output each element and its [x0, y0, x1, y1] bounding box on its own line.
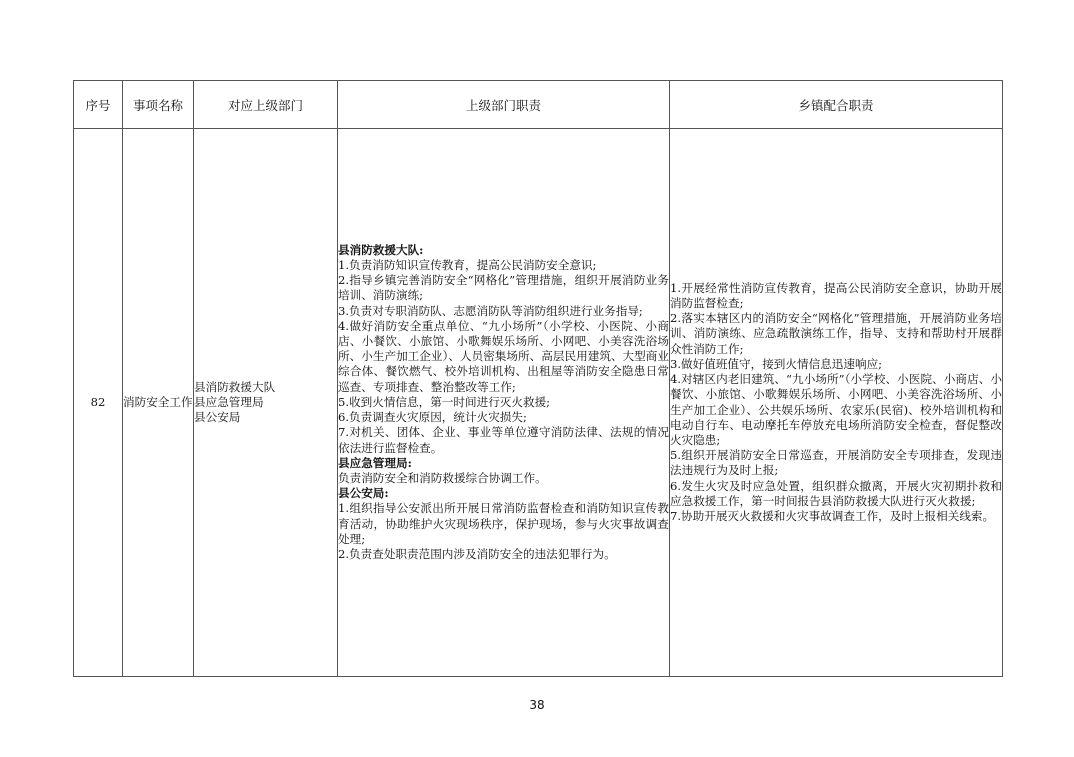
section-title: 县应急管理局:	[338, 455, 412, 470]
duty-item: 3.负责对专职消防队、志愿消防队等消防组织进行业务指导;	[338, 303, 643, 318]
dept-name: 县应急管理局	[194, 394, 264, 409]
dept-name: 县消防救援大队	[194, 379, 276, 394]
upper-duty-cell	[338, 129, 670, 677]
duty-item: 5.收到火情信息，第一时间进行灭火救援;	[338, 394, 551, 409]
header-dept: 对应上级部门	[194, 81, 338, 129]
duty-table	[73, 80, 1003, 677]
duty-item: 2.指导乡镇完善消防安全“网格化”管理措施，组织开展消防业务培训、消防演练;	[338, 273, 669, 303]
row-number: 82	[74, 129, 123, 677]
town-duty-item: 3.做好值班值守，接到火情信息迅速响应;	[670, 356, 883, 371]
duty-item: 负责消防安全和消防救援综合协调工作。	[338, 470, 547, 485]
duty-item: 2.负责查处职责范围内涉及消防安全的违法犯罪行为。	[338, 546, 616, 561]
duty-item: 6.负责调查火灾原因，统计火灾损失;	[338, 410, 527, 425]
duty-item: 7.对机关、团体、企业、事业等单位遵守消防法律、法规的情况依法进行监督检查。	[338, 425, 669, 455]
header-upper-duty: 上级部门职责	[338, 81, 670, 129]
duty-item: 4.做好消防安全重点单位、“九小场所”（小学校、小医院、小商店、小餐饮、小旅馆、小歌舞娱乐场所、小网吧、小美容洗浴场所、小生产加工企业）、人员密集场所、高层民用建筑、大型商业综合体、餐饮燃气、校外培训机构、出租屋等消防安全隐患日常巡查、专项排查、整治整改等工作;	[338, 318, 669, 394]
town-duty-item: 5.组织开展消防安全日常巡查，开展消防安全专项排查，发现违法违规行为及时上报;	[670, 448, 1002, 478]
dept-cell	[194, 129, 338, 677]
header-town-duty: 乡镇配合职责	[670, 81, 1003, 129]
town-duty-item: 1.开展经常性消防宣传教育，提高公民消防安全意识，协助开展消防监督检查;	[670, 280, 1002, 311]
header-row	[74, 81, 1003, 129]
duty-item: 1.组织指导公安派出所开展日常消防监督检查和消防知识宣传教育活动，协助维护火灾现场秩序，保护现场，参与火灾事故调查处理;	[338, 501, 669, 546]
page-number: 38	[529, 698, 545, 712]
item-name: 消防安全工作	[123, 129, 194, 677]
dept-name: 县公安局	[194, 410, 241, 425]
town-duty-item: 6.发生火灾及时应急处置，组织群众撤离，开展火灾初期扑救和应急救援工作，第一时间报告县消防救援大队进行灭火救援;	[670, 478, 1002, 508]
town-duty-item: 4.对辖区内老旧建筑、“九小场所”（小学校、小医院、小商店、小餐饮、小旅馆、小歌舞娱乐场所、小网吧、小美容洗浴场所、小生产加工企业）、公共娱乐场所、农家乐(民宿)、校外培训机构和电动自行车、电动摩托车停放充电场所消防安全检查，督促整改火灾隐患;	[670, 372, 1002, 447]
town-duty-cell	[670, 129, 1003, 677]
duty-item: 1.负责消防知识宣传教育，提高公民消防安全意识;	[338, 258, 597, 273]
header-name: 事项名称	[123, 81, 194, 129]
section-title: 县消防救援大队:	[338, 242, 424, 257]
section-title: 县公安局:	[338, 486, 389, 501]
town-duty-item: 7.协助开展灭火救援和火灾事故调查工作，及时上报相关线索。	[670, 508, 995, 523]
table-row	[74, 129, 1003, 677]
town-duty-item: 2.落实本辖区内的消防安全“网格化”管理措施，开展消防业务培训、消防演练、应急疏散演练工作，指导、支持和帮助村开展群众性消防工作;	[670, 311, 1002, 356]
header-no: 序号	[74, 81, 123, 129]
